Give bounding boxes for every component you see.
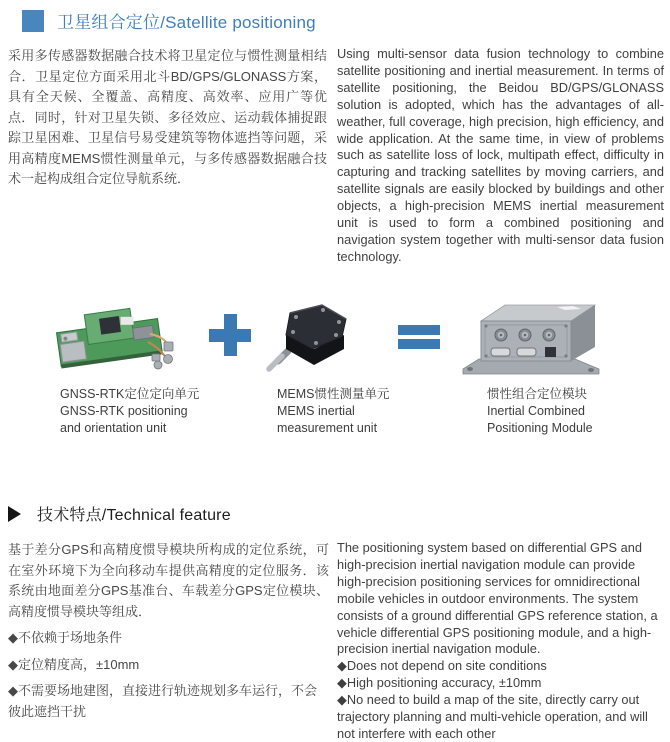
caption-gnss-rtk [60, 386, 199, 436]
triangle-right-icon [8, 506, 21, 522]
feature-section-title: 技术特点/Technical feature [37, 507, 231, 524]
section-header [22, 8, 316, 33]
feature-section-header [8, 502, 231, 525]
combined-module-image [461, 293, 601, 386]
caption-line-en: Inertial Combined [487, 403, 585, 418]
feature-paragraph-en: The positioning system based on differential GPS and high-precision inertial navigation module can provide high-precision positioning services for omnidirectional mobile vehicles in outdoor environments. The system consists of a ground differential GPS reference station, a vehicle differential GPS positioning module, and a high-precision inertial navigation module. [337, 540, 658, 657]
intro-paragraph-zh [8, 46, 327, 190]
feature-paragraph-zh: 基于差分GPS和高精度惯导模块所构成的定位系统，可在室外环境下为全向移动车提供高精度的定位服务．该系统由地面差分GPS基准台、车载差分GPS定位模块、高精度惯导模块等组成． [8, 542, 329, 619]
feature-bullet-zh: ◆不依赖于场地条件 [8, 630, 122, 645]
feature-bullet-en: ◆Does not depend on site conditions [337, 658, 547, 674]
mems-imu-image [264, 293, 360, 382]
feature-bullet-zh: ◆定位精度高，±10mm [8, 656, 140, 672]
combined-module-illustration [461, 293, 601, 381]
caption-line-en: Positioning Module [487, 420, 593, 435]
caption-line-en: GNSS-RTK positioning [60, 403, 188, 418]
feature-column-zh [8, 540, 329, 722]
caption-mems [277, 386, 390, 436]
gnss-rtk-board-image [46, 292, 178, 385]
caption-combined-module [487, 386, 593, 436]
caption-line-zh: 惯性组合定位模块 [487, 387, 588, 401]
caption-line-en: MEMS inertial [277, 403, 355, 418]
plus-icon [209, 314, 251, 356]
intro-text-en: Using multi-sensor data fusion technology to combine satellite positioning and inertial measurement. In terms of satellite positioning, the Beidou BD/GPS/GLONASS solution is adopted, which has the advantages of all-weather, full coverage, high precision, high efficiency, and wide application. At the same time, in view of problems such as satellite loss of lock, multipath effect, difficulty in capturing and tracking satellites by moving carriers, and satellite signals are easily blocked by buildings and other objects, a high-precision MEMS inertial measurement unit is used to form a combined positioning and navigation system together with multi-sensor data fusion technology. [337, 46, 664, 264]
blue-square-icon [22, 10, 44, 32]
intro-paragraph-en [337, 46, 664, 266]
caption-line-zh: GNSS-RTK定位定向单元 [60, 387, 200, 401]
page-title: 卫星组合定位/Satellite positioning [57, 13, 316, 32]
mems-imu-illustration [264, 293, 360, 377]
caption-line-en: and orientation unit [60, 420, 167, 435]
feature-bullet-zh: ◆不需要场地建图，直接进行轨迹规划多车运行，不会彼此遮挡干扰 [8, 683, 317, 719]
intro-text-zh: 采用多传感器数据融合技术将卫星定位与惯性测量相结合．卫星定位方面采用北斗BD/GPS/GLONASS方案，具有全天候、全覆盖、高精度、高效率、应用广等优点．同时，针对卫星失锁、多径效应、运动载体捕捉跟踪卫星困难、卫星信号易受建筑等物体遮挡等问题，采用高精度MEMS惯性测量单元，与多传感器数据融合技术一起构成组合定位导航系统． [8, 48, 327, 186]
feature-column-en [337, 540, 666, 742]
caption-line-zh: MEMS惯性测量单元 [277, 387, 390, 401]
gnss-rtk-board-illustration [46, 292, 178, 380]
feature-bullet-en: ◆High positioning accuracy, ±10mm [337, 675, 542, 691]
equals-icon [398, 325, 440, 349]
caption-line-en: measurement unit [277, 420, 378, 435]
feature-bullet-en: ◆No need to build a map of the site, directly carry out trajectory planning and multi-vehicle operation, and will not interfere with each other [337, 692, 648, 741]
